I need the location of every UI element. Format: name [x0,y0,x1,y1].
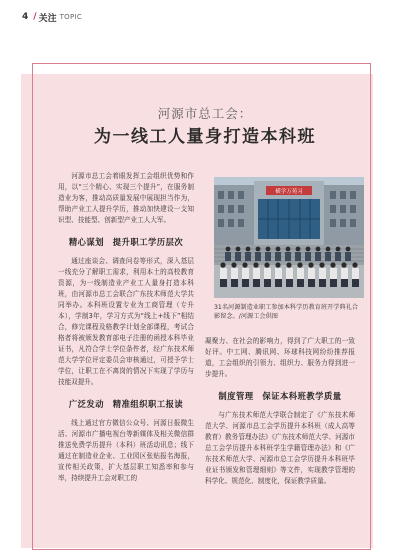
building-banner-text: 横学万苑习 [275,189,303,195]
page-number: 4 [22,12,29,22]
section2-heading: 广泛发动 精准组织职工报读 [68,399,184,409]
article-title: 为一线工人量身打造本科班 [94,127,316,147]
photo-caption: 31名河源制造业职工参加本科学历教育班开学典礼合影留念。/河源工会供图 [214,304,358,320]
left-column [58,171,194,484]
section3-paragraph: 与广东技术师范大学联合制定了《广东技术师范大学、河源市总工会学历提升本科班（成人高等教育）教务管理办法》《广东技术师范大学、河源市总工会学历提升本科班学生学籍管理办法》和《广东技术师范大学、河源市总工会学历提升本科班毕业证书颁发和管理细则》等文件，实现教学管理的科学化、规范化、制度化，保证教学质量。 [205,411,355,485]
intro-paragraph: 河源市总工会着眼发挥工会组织优势和作用，以“三个精心、实现三个提升”，在服务制造业为客，推动高质量发展中展现担当作为，帮助产业工人提升学历，推动加快建设一支知识型、技能型、创新型产业工人大军。 [58,172,194,224]
article-subtitle: 河源市总工会： [157,106,253,121]
section3-heading: 制度管理 保证本科班教学质量 [218,391,342,401]
header-slash: / [33,12,37,22]
group-photo [214,177,364,298]
section1-heading: 精心谋划 提升职工学历层次 [68,237,184,247]
section-label: 关注 [38,13,57,24]
topic-label: TOPIC [59,13,83,21]
section1-paragraph: 通过座谈会、调查问卷等形式，深入基层一线充分了解职工需求，利用本土的高校教育资源，为一线制造业产业工人量身打造本科班，由河源市总工会联合广东技术师范大学共同举办。本科班设置专业为工商管理（专升本），学制3年，学习方式为“线上+线下”相结合，修完课程及格教学计划全部课程，考试合格者将被颁发教育部电子注册的函授本科毕业证书，凡符合学士学位条件者，经广东技术师范大学学位评定委员会审核通过，可授予学士学位，让职工在不离岗的情况下实现了学历与技能双提升。 [58,257,194,386]
section2-paragraph: 线上通过官方微信公众号、河源日报微生活、河源市广播电视台等新媒体及相关微信群推送免费学历提升（本科）班活动讯息；线下通过在制造业企业、工业园区张贴报名海报，宣传相关政策，扩大基层职工知悉率和参与率，持续提升工会对职工的 [58,419,194,482]
page-header [22,10,82,24]
right-column [205,336,355,487]
group-photo-illustration [214,177,364,298]
continuation-paragraph: 凝聚力、在社会的影响力，得到了广大职工的一致好评。中工网、腾讯网、环球科技网纷纷推荐报道，工会组织的引领力、组织力、服务力得到进一步提升。 [205,337,355,378]
